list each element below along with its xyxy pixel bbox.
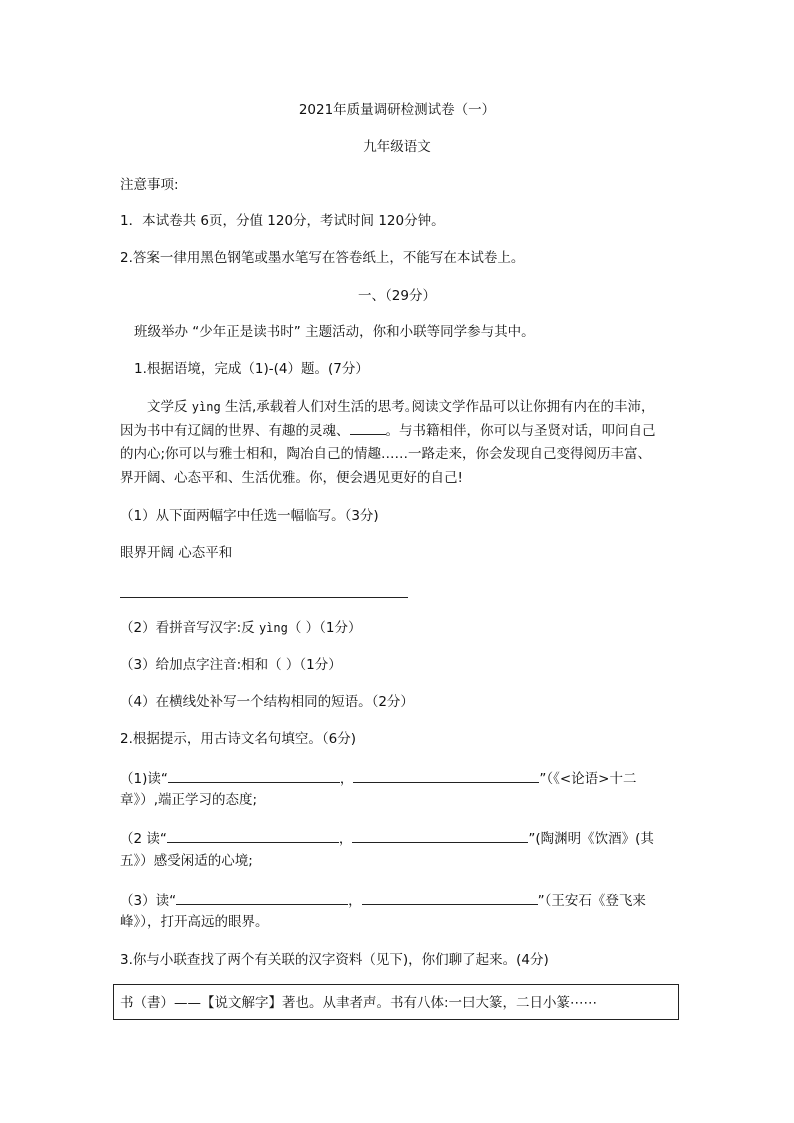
calligraphy-answer-line[interactable] — [120, 597, 408, 598]
exam-subtitle: 九年级语文 — [363, 139, 431, 155]
passage-line-1: 文学反 yìng 生活,承载着人们对生活的思考｡阅读文学作品可以让你拥有内在的丰沛， — [147, 399, 655, 415]
fill-item-1-cont: 章》）,端正学习的态度; — [120, 792, 258, 808]
notes-heading: 注意事项: — [120, 177, 179, 193]
note-item-2: 2.答案一律用黑色钢笔或墨水笔写在答卷纸上，不能写在本试卷上。 — [120, 250, 525, 266]
answer-blank[interactable] — [352, 828, 528, 843]
section-heading: 一、（29分） — [358, 288, 436, 304]
subquestion-2: （2）看拼音写汉字:反 yìng（ ）（1分） — [120, 620, 362, 636]
fill-item-3-cont: 峰》），打开高远的眼界。 — [120, 914, 269, 930]
subquestion-4: （4）在横线处补写一个结构相同的短语。（2分） — [120, 694, 414, 710]
fill-item-1: （1)读“ ， ”（《<论语>十二 — [120, 768, 636, 788]
subquestion-1: （1）从下面两幅字中任选一幅临写。（3分) — [120, 508, 379, 524]
answer-blank[interactable] — [176, 890, 348, 905]
passage-blank[interactable] — [350, 420, 386, 435]
question-3-title: 3.你与小联查找了两个有关联的汉字资料（见下)，你们聊了起来。(4分) — [120, 952, 549, 968]
exam-title: 2021年质量调研检测试卷（一） — [298, 102, 496, 118]
answer-blank[interactable] — [168, 768, 340, 783]
reference-box — [113, 984, 679, 1020]
calligraphy-prompt: 眼界开阔 心态平和 — [120, 545, 233, 561]
fill-item-2-cont: 五》）感受闲适的心境; — [120, 853, 253, 869]
fill-item-2: （2 读“ ， ”(陶渊明《饮酒》(其 — [120, 828, 654, 848]
question-1-title: 1.根据语境，完成（1)-(4）题。(7分） — [134, 361, 369, 377]
pinyin-text: yìng — [258, 621, 288, 635]
question-2-title: 2.根据提示，用古诗文名句填空。（6分) — [120, 731, 356, 747]
note-item-1: 1．本试卷共 6页，分值 120分，考试时间 120分钟。 — [120, 213, 445, 229]
passage-line-4: 界开阔、心态平和、生活优雅。你，便会遇见更好的自己! — [120, 469, 463, 486]
reference-text: 书（書）——【说文解字】著也。从聿者声。书有八体:一曰大篆，二日小篆⋯⋯ — [120, 995, 598, 1011]
answer-blank[interactable] — [362, 890, 538, 905]
answer-blank[interactable] — [167, 828, 339, 843]
section-intro: 班级举办 “少年正是读书时” 主题活动，你和小联等同学参与其中。 — [134, 324, 535, 340]
passage-line-2: 因为书中有辽阔的世界、有趣的灵魂、 。与书籍相伴，你可以与圣贤对话，叩问自己 — [120, 420, 680, 444]
passage-line-3: 的内心;你可以与雅士相和，陶冶自己的情趣……一路走来，你会发现自己变得阅历丰富、 — [120, 446, 652, 462]
subquestion-3: （3）给加点字注音:相和（ ）（1分） — [120, 657, 342, 673]
answer-blank[interactable] — [353, 768, 539, 783]
fill-item-3: （3）读“ ， ”（王安石《登飞来 — [120, 890, 646, 910]
pinyin-text: yìng — [191, 400, 221, 414]
reading-passage — [120, 396, 680, 490]
